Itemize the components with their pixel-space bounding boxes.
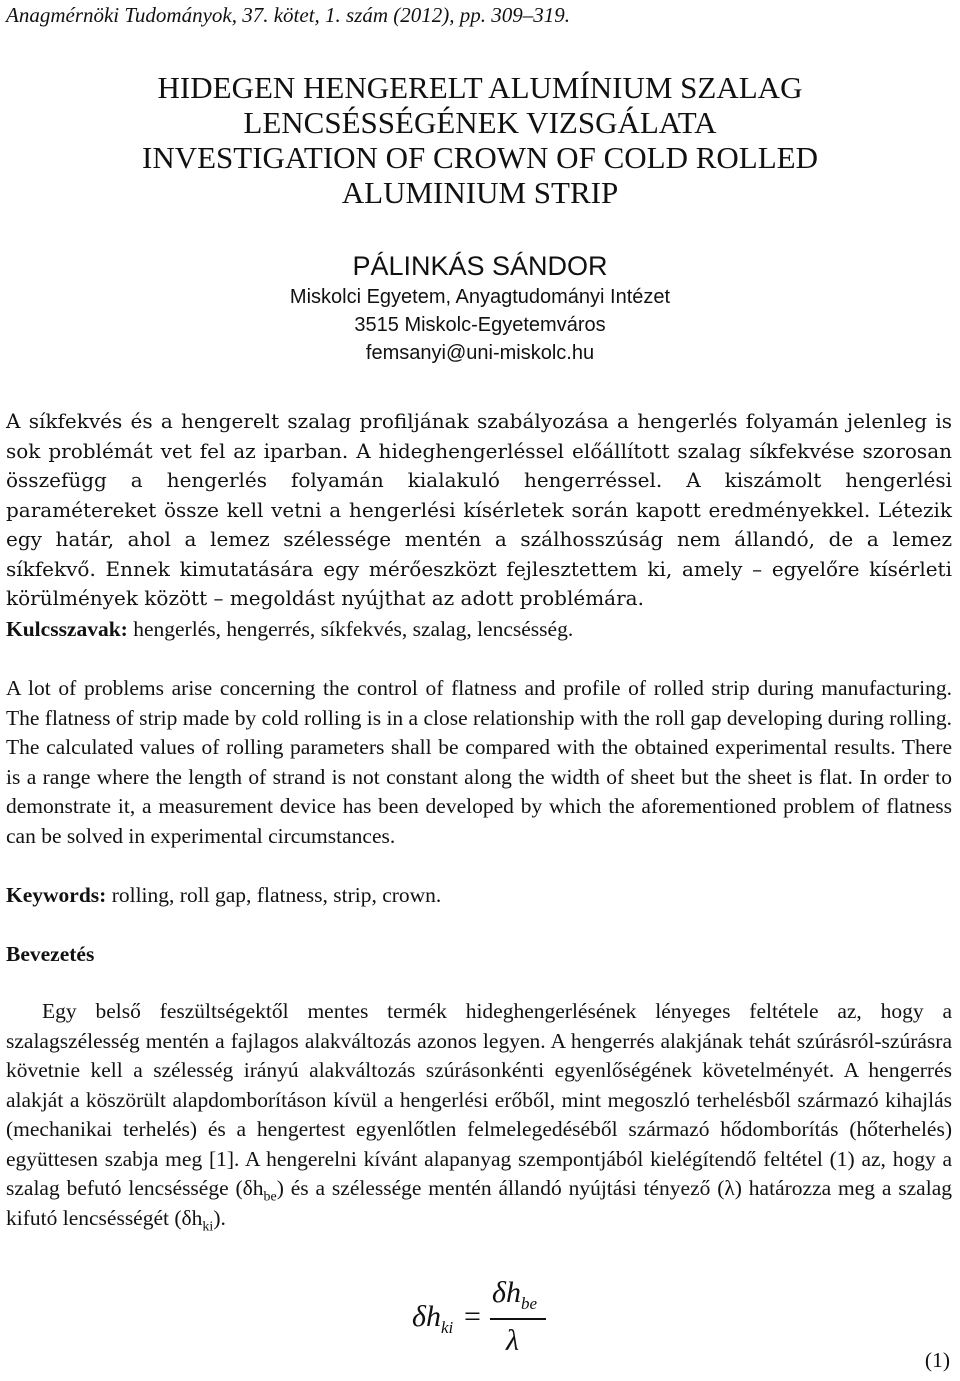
body-text-part-2: ) és a szélessége mentén állandó nyújtási tényező (λ) határozza meg a szalag kifutó lencsésségét (δh	[6, 1176, 952, 1230]
equation-number: (1)	[924, 1348, 950, 1372]
keywords-hungarian	[6, 615, 952, 645]
section-title: Bevezetés	[6, 942, 95, 966]
equation-1	[0, 1270, 960, 1380]
equation-lhs-subscript: ki	[440, 1318, 454, 1337]
keywords-hu-text: hengerlés, hengerrés, síkfekvés, szalag, lencsésség.	[127, 617, 574, 641]
fraction-bar	[490, 1318, 546, 1320]
title-block	[0, 70, 960, 210]
equation-lhs	[412, 1300, 454, 1337]
body-paragraph	[6, 997, 952, 1233]
body-text-part-3: ).	[213, 1205, 226, 1230]
equation-numerator-symbol: δh	[492, 1276, 521, 1309]
equation-equals: =	[464, 1300, 481, 1333]
body-subscript-ki: ki	[202, 1218, 214, 1234]
author-address: 3515 Miskolc-Egyetemváros	[354, 314, 606, 336]
body-subscript-be: be	[263, 1189, 277, 1205]
author-email: femsanyi@uni-miskolc.hu	[365, 342, 595, 364]
abstract-hungarian: A síkfekvés és a hengerelt szalag profiljának szabályozása a hengerlés folyamán jelenleg is sok problémát vet fel az iparban. A hideghengerléssel előállított szalag síkfekvése szorosan összefügg a hengerlés folyamán kialakuló hengerréssel. A kiszámolt hengerlési paramétereket össze kell vetni a hengerlési kísérletek során kapott eredményekkel. Létezik egy határ, ahol a lemez szélessége mentén a szálhosszúság nem állandó, de a lemez síkfekvő. Ennek kimutatására egy mérőeszközt fejlesztettem ki, amely – egyelőre kísérleti körülmények között – megoldást nyújthat az adott problémára.	[6, 409, 952, 610]
body-text-part-1: Egy belső feszültségektől mentes termék hideghengerlésének lényeges feltétele az, hogy a szalagszélesség mentén a fajlagos alakváltozás azonos legyen. A hengerrés alakjának tehát szúrásról-szúrásra követnie kell a szélesség irányú alakváltozás szúrásonkénti egyenlőségének követelményét. A hengerrés alakját a köszörült alapdomborításon kívül a hengerlési erőből, mint megoszló terhelésből származó kihajlás (mechanikai terhelés) és a hengertest egyenlőtlen felmelegedéséből származó hődomborítás (hőterhelés) együttesen szabja meg [1]. A hengerelni kívánt alapanyag szempontjából kielégítendő feltétel (1) az, hogy a szalag befutó lencséssége (δh	[6, 999, 952, 1200]
keywords-en-text: rolling, roll gap, flatness, strip, crown.	[106, 883, 442, 907]
equation-denominator: λ	[506, 1324, 519, 1357]
keywords-english	[6, 881, 952, 911]
title-en-line-1: INVESTIGATION OF CROWN OF COLD ROLLED	[142, 140, 818, 175]
abstract-english: A lot of problems arise concerning the control of flatness and profile of rolled strip during manufacturing. The flatness of strip made by cold rolling is in a close relationship with the roll gap developing during rolling. The calculated values of rolling parameters shall be compared with the obtained experimental results. There is a range where the length of strand is not constant along the width of sheet but the sheet is flat. In order to demonstrate it, a measurement device has been developed by which the aforementioned problem of flatness can be solved in experimental circumstances.	[6, 676, 952, 848]
equation-lhs-symbol: δh	[412, 1300, 441, 1333]
keywords-hu-label: Kulcsszavak:	[6, 617, 128, 641]
author-name: PÁLINKÁS SÁNDOR	[352, 251, 608, 281]
journal-header: Anagmérnöki Tudományok, 37. kötet, 1. szám (2012), pp. 309–319.	[6, 3, 571, 27]
keywords-en-label: Keywords:	[6, 883, 107, 907]
author-institution: Miskolci Egyetem, Anyagtudományi Intézet	[289, 286, 671, 308]
title-hu-line-1: HIDEGEN HENGERELT ALUMÍNIUM SZALAG	[157, 70, 803, 105]
equation-numerator	[492, 1276, 537, 1313]
title-en-line-2: ALUMINIUM STRIP	[341, 175, 619, 210]
title-hu-line-2: LENCSÉSSÉGÉNEK VIZSGÁLATA	[243, 105, 717, 140]
author-block	[0, 250, 960, 367]
equation-numerator-subscript: be	[520, 1294, 537, 1313]
